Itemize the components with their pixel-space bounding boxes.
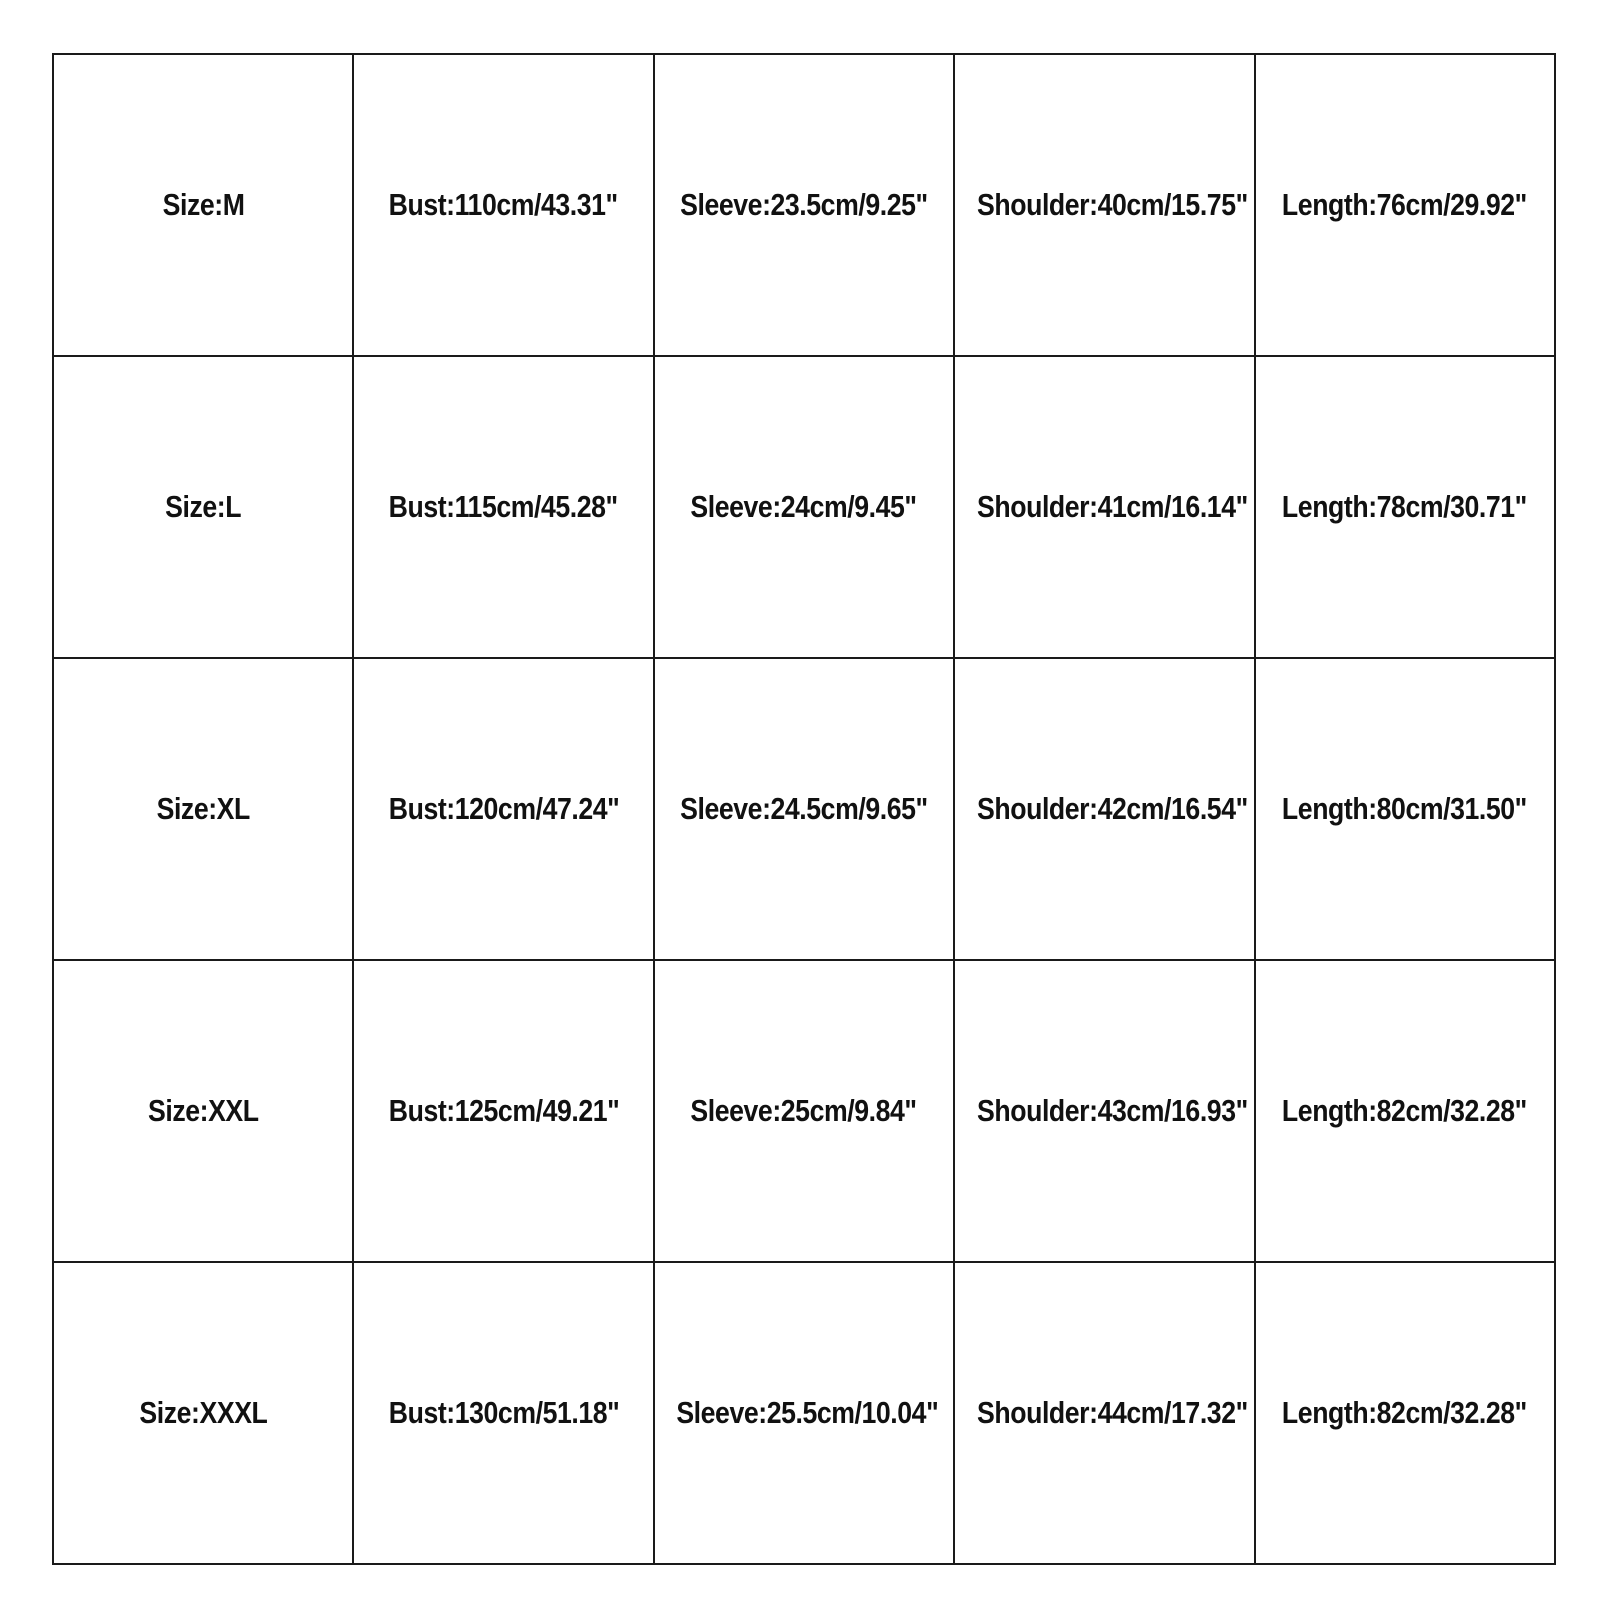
- shoulder-cell: [954, 356, 1254, 658]
- bust-cell: [353, 658, 653, 960]
- bust-value: Bust:130cm/51.18": [388, 1395, 619, 1430]
- length-cell: [1255, 356, 1555, 658]
- size-label: Size:XXL: [147, 1093, 259, 1128]
- length-value: Length:82cm/32.28": [1282, 1395, 1528, 1430]
- size-label: Size:XL: [156, 791, 250, 826]
- length-cell: [1255, 960, 1555, 1262]
- sleeve-cell: [654, 356, 954, 658]
- length-value: Length:78cm/30.71": [1282, 489, 1528, 524]
- bust-value: Bust:120cm/47.24": [388, 791, 619, 826]
- shoulder-value: Shoulder:43cm/16.93": [977, 1093, 1248, 1128]
- table-row: [53, 658, 1555, 960]
- sleeve-value: Sleeve:24cm/9.45": [690, 489, 918, 524]
- shoulder-cell: [954, 960, 1254, 1262]
- shoulder-cell: [954, 658, 1254, 960]
- length-value: Length:82cm/32.28": [1282, 1093, 1528, 1128]
- sleeve-cell: [654, 1262, 954, 1564]
- length-value: Length:80cm/31.50": [1282, 791, 1528, 826]
- bust-cell: [353, 960, 653, 1262]
- table-row: [53, 356, 1555, 658]
- size-label: Size:XXXL: [139, 1395, 268, 1430]
- sleeve-value: Sleeve:25.5cm/10.04": [676, 1395, 939, 1430]
- bust-cell: [353, 54, 653, 356]
- table-row: [53, 960, 1555, 1262]
- shoulder-value: Shoulder:42cm/16.54": [977, 791, 1248, 826]
- size-cell: [53, 54, 353, 356]
- sleeve-cell: [654, 658, 954, 960]
- sleeve-value: Sleeve:23.5cm/9.25": [680, 187, 928, 222]
- length-value: Length:76cm/29.92": [1282, 187, 1528, 222]
- length-cell: [1255, 658, 1555, 960]
- size-cell: [53, 658, 353, 960]
- table-row: [53, 1262, 1555, 1564]
- shoulder-value: Shoulder:40cm/15.75": [977, 187, 1248, 222]
- sleeve-value: Sleeve:25cm/9.84": [690, 1093, 918, 1128]
- shoulder-value: Shoulder:44cm/17.32": [977, 1395, 1248, 1430]
- table-row: [53, 54, 1555, 356]
- size-label: Size:L: [165, 489, 242, 524]
- length-cell: [1255, 1262, 1555, 1564]
- size-label: Size:M: [162, 187, 245, 222]
- shoulder-cell: [954, 54, 1254, 356]
- sleeve-value: Sleeve:24.5cm/9.65": [680, 791, 928, 826]
- size-chart-table: [52, 53, 1556, 1565]
- bust-value: Bust:125cm/49.21": [388, 1093, 619, 1128]
- length-cell: [1255, 54, 1555, 356]
- shoulder-cell: [954, 1262, 1254, 1564]
- size-cell: [53, 960, 353, 1262]
- bust-cell: [353, 356, 653, 658]
- bust-value: Bust:110cm/43.31": [389, 187, 619, 222]
- size-cell: [53, 356, 353, 658]
- sleeve-cell: [654, 960, 954, 1262]
- bust-value: Bust:115cm/45.28": [389, 489, 619, 524]
- shoulder-value: Shoulder:41cm/16.14": [977, 489, 1248, 524]
- bust-cell: [353, 1262, 653, 1564]
- sleeve-cell: [654, 54, 954, 356]
- size-cell: [53, 1262, 353, 1564]
